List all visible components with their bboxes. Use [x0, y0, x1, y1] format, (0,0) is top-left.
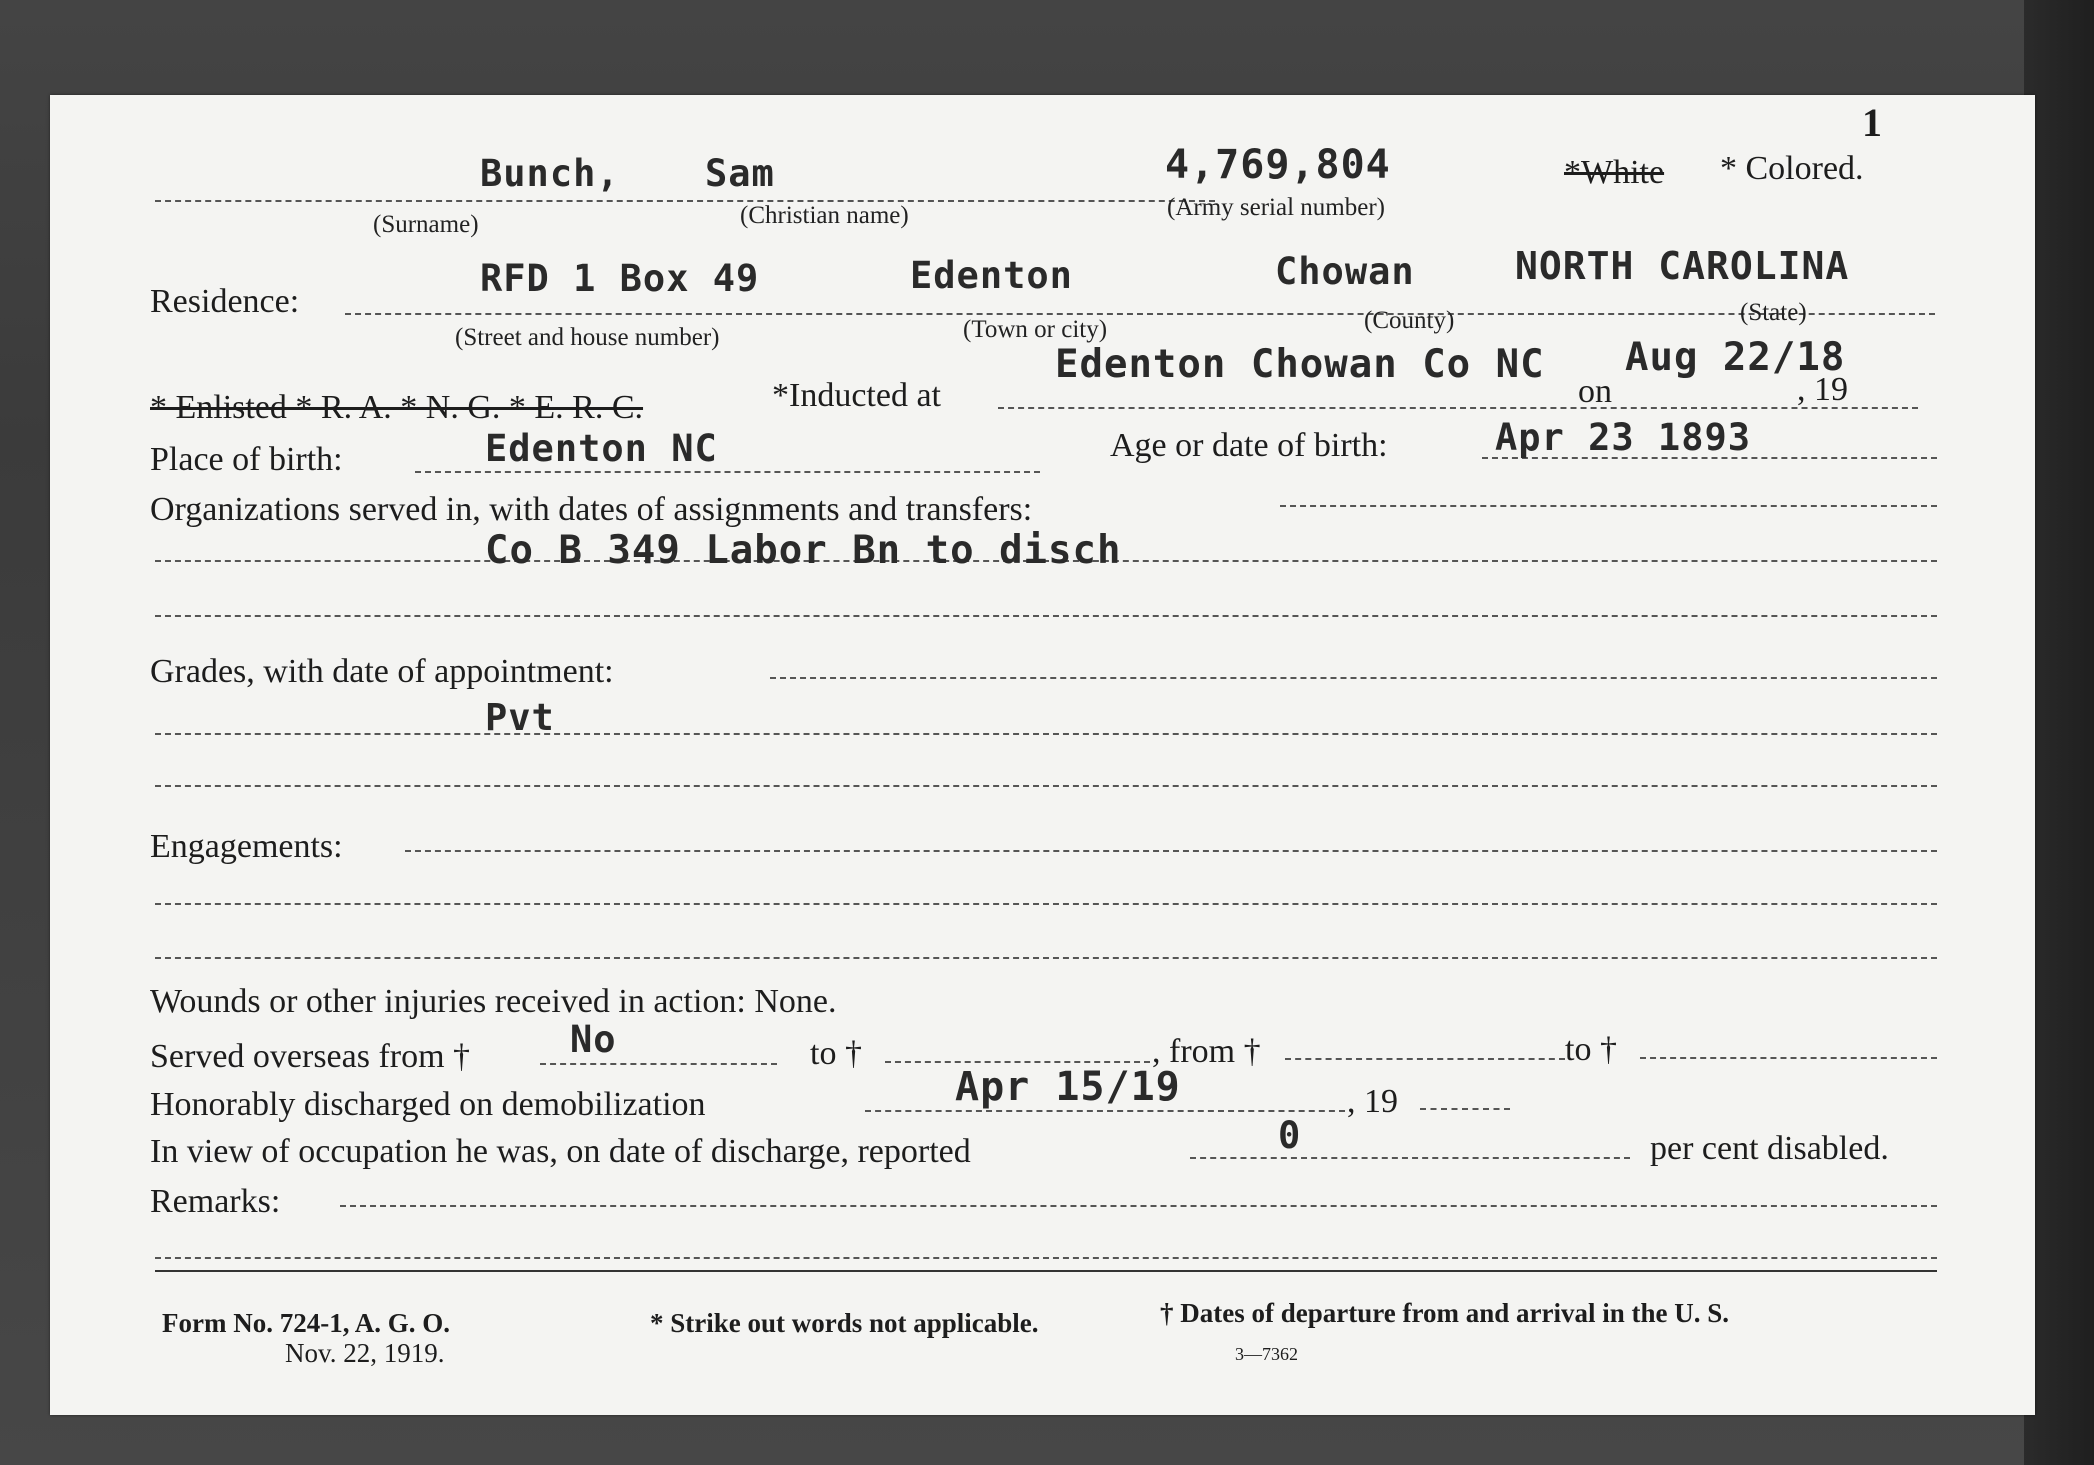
engagements-label: Engagements:	[150, 828, 343, 865]
discharge-date: Apr 15/19	[955, 1064, 1181, 1110]
birth-date-value: Apr 23 1893	[1495, 416, 1752, 459]
residence-county: Chowan	[1275, 250, 1415, 293]
grades-line-3	[155, 785, 1937, 787]
organizations-line-3	[155, 615, 1937, 617]
engagements-line-1	[405, 850, 1937, 852]
remarks-label: Remarks:	[150, 1183, 281, 1220]
discharge-year-suffix: , 19	[1347, 1083, 1398, 1120]
enlisted-struck: * Enlisted * R. A. * N. G. * E. R. C.	[150, 389, 644, 426]
induction-date: Aug 22/18	[1625, 335, 1846, 380]
overseas-from-label: Served overseas from †	[150, 1038, 471, 1075]
overseas-from-line	[540, 1063, 777, 1065]
surname-value: Bunch,	[480, 152, 620, 195]
form-number: Form No. 724-1, A. G. O.	[162, 1308, 450, 1338]
grades-label: Grades, with date of appointment:	[150, 653, 614, 690]
engagements-line-3	[155, 957, 1937, 959]
page-number: 1	[1862, 100, 1882, 145]
residence-line	[345, 313, 1935, 315]
street-caption: (Street and house number)	[455, 324, 720, 351]
overseas-from-value: No	[570, 1018, 617, 1061]
dates-note: † Dates of departure from and arrival in the U. S.	[1160, 1298, 1729, 1328]
induction-line	[998, 407, 1918, 409]
on-label: on	[1578, 373, 1612, 410]
discharge-line	[865, 1110, 1345, 1112]
footer-rule	[155, 1270, 1937, 1272]
christian-name-caption: (Christian name)	[740, 202, 909, 229]
place-of-birth-value: Edenton NC	[485, 427, 718, 470]
induction-year-suffix: , 19	[1797, 371, 1848, 408]
name-line	[155, 200, 1215, 202]
wounds-label: Wounds or other injuries received in action: None.	[150, 983, 837, 1020]
race-white-struck: *White	[1564, 154, 1665, 191]
remarks-line-1	[340, 1205, 1937, 1207]
overseas-from2-label: , from †	[1152, 1033, 1261, 1070]
serial-number-value: 4,769,804	[1165, 142, 1391, 188]
form-date: Nov. 22, 1919.	[285, 1338, 445, 1368]
overseas-to-label: to †	[810, 1035, 862, 1072]
race-colored: * Colored.	[1720, 150, 1864, 187]
print-code: 3—7362	[1235, 1344, 1298, 1364]
county-caption: (County)	[1364, 307, 1455, 334]
disability-label: In view of occupation he was, on date of discharge, reported	[150, 1133, 971, 1170]
overseas-to2-label: to †	[1565, 1031, 1617, 1068]
birth-date-label: Age or date of birth:	[1110, 427, 1388, 464]
service-record-card	[50, 95, 2035, 1415]
grades-line-1	[770, 677, 1937, 679]
surname-caption: (Surname)	[373, 211, 479, 238]
overseas-to2-line	[1640, 1057, 1937, 1059]
discharge-label: Honorably discharged on demobilization	[150, 1086, 706, 1123]
residence-state: NORTH CAROLINA	[1515, 244, 1850, 288]
organizations-label: Organizations served in, with dates of assignments and transfers:	[150, 491, 1033, 528]
residence-town: Edenton	[910, 254, 1073, 297]
residence-label: Residence:	[150, 283, 300, 320]
organizations-line-1	[1280, 505, 1937, 507]
town-caption: (Town or city)	[963, 316, 1108, 343]
place-of-birth-label: Place of birth:	[150, 441, 343, 478]
grades-line-2	[155, 733, 1937, 735]
residence-street: RFD 1 Box 49	[480, 257, 760, 300]
christian-name-value: Sam	[705, 152, 775, 195]
inducted-at-label: *Inducted at	[772, 377, 941, 414]
organizations-value: Co B 349 Labor Bn to disch	[485, 528, 1122, 573]
induction-place: Edenton Chowan Co NC	[1055, 342, 1545, 387]
disability-value: 0	[1278, 1114, 1302, 1157]
serial-number-caption: (Army serial number)	[1167, 194, 1385, 221]
disability-suffix: per cent disabled.	[1650, 1130, 1889, 1167]
overseas-from2-line	[1285, 1058, 1565, 1060]
state-caption: (State)	[1740, 299, 1807, 326]
engagements-line-2	[155, 903, 1937, 905]
grades-value: Pvt	[485, 696, 555, 739]
overseas-to-line	[885, 1061, 1150, 1063]
strike-note: * Strike out words not applicable.	[650, 1308, 1039, 1338]
place-of-birth-line	[415, 471, 1040, 473]
discharge-year-line	[1420, 1108, 1510, 1110]
remarks-line-2	[155, 1257, 1937, 1259]
disability-line	[1190, 1157, 1630, 1159]
